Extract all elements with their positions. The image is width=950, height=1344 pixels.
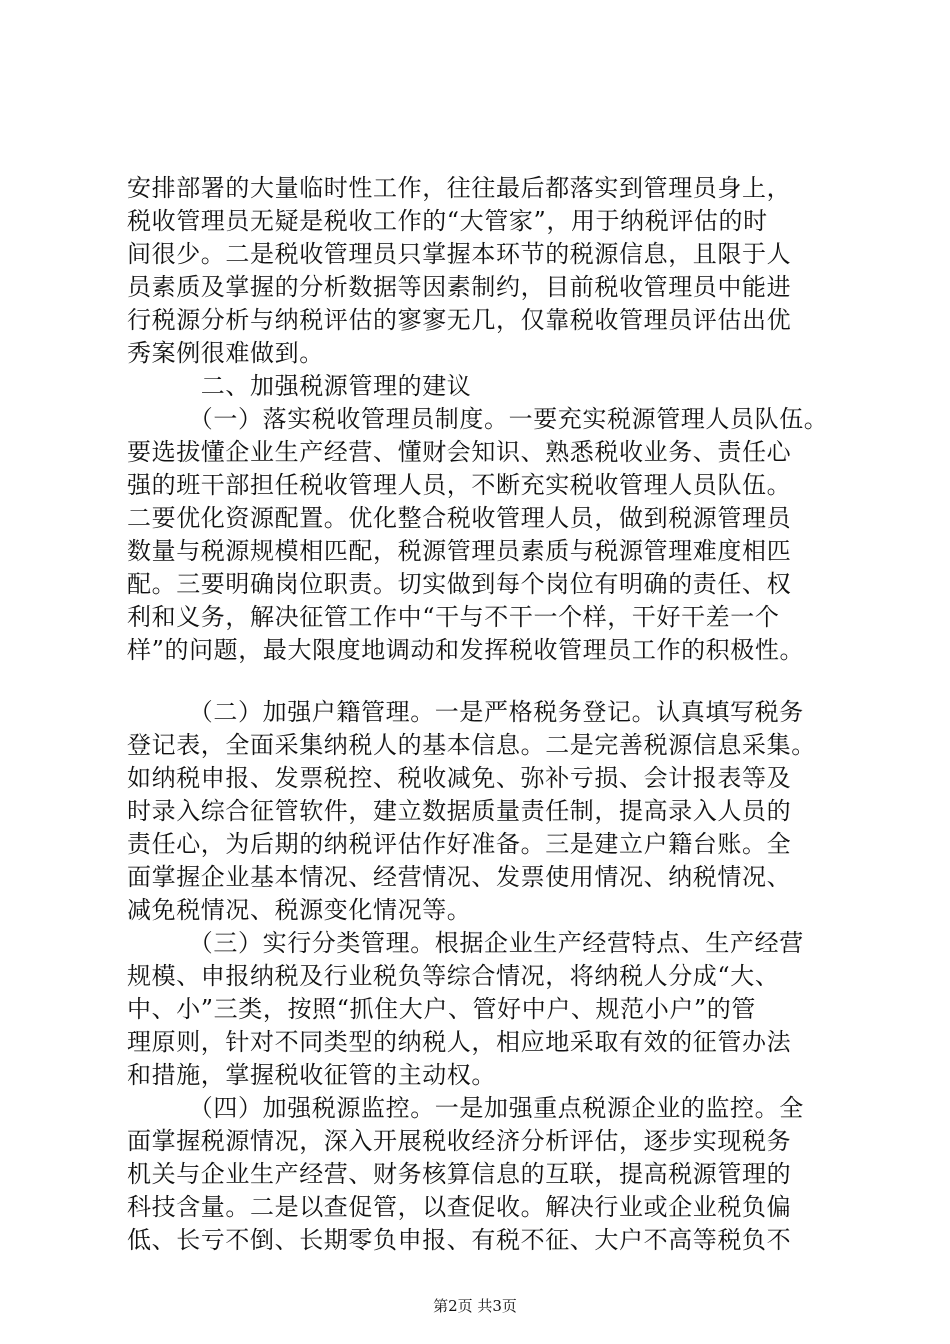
text-line: 税收管理员无疑是税收工作的“大管家”，用于纳税评估的时 <box>127 207 768 235</box>
text-line: 面掌握税源情况，深入开展税收经济分析评估，逐步实现税务 <box>127 1127 792 1155</box>
text-line: 登记表，全面采集纳税人的基本信息。二是完善税源信息采集。 <box>127 731 816 759</box>
text-line: 数量与税源规模相匹配，税源管理员素质与税源管理难度相匹 <box>127 537 792 565</box>
text-line: 样”的问题，最大限度地调动和发挥税收管理员工作的积极性。 <box>127 636 805 664</box>
text-line: 强的班干部担任税收管理人员，不断充实税收管理人员队伍。 <box>127 471 792 499</box>
text-line: 机关与企业生产经营、财务核算信息的互联，提高税源管理的 <box>127 1160 792 1188</box>
text-line: 规模、申报纳税及行业税负等综合情况，将纳税人分成“大、 <box>127 962 780 990</box>
text-line: 员素质及掌握的分析数据等因素制约，目前税收管理员中能进 <box>127 273 792 301</box>
text-line: 配。三要明确岗位职责。切实做到每个岗位有明确的责任、权 <box>127 570 792 598</box>
text-line: （二）加强户籍管理。一是严格税务登记。认真填写税务 <box>127 698 804 726</box>
paragraph-gap <box>127 667 827 696</box>
text-line: 间很少。二是税收管理员只掌握本环节的税源信息，且限于人 <box>127 240 792 268</box>
page-number-footer: 第2页 共3页 <box>433 1297 517 1315</box>
text-line: 和措施，掌握税收征管的主动权。 <box>127 1061 496 1089</box>
document-body <box>127 172 827 1257</box>
text-line: 时录入综合征管软件，建立数据质量责任制，提高录入人员的 <box>127 797 792 825</box>
text-line: 理原则，针对不同类型的纳税人，相应地采取有效的征管办法 <box>127 1028 792 1056</box>
text-line: 减免税情况、税源变化情况等。 <box>127 896 472 924</box>
text-line: 要选拔懂企业生产经营、懂财会知识、熟悉税收业务、责任心 <box>127 438 792 466</box>
text-line: 秀案例很难做到。 <box>127 339 324 367</box>
text-line: （一）落实税收管理员制度。一要充实税源管理人员队伍。 <box>127 405 829 433</box>
section-heading: 二、加强税源管理的建议 <box>127 372 472 400</box>
text-line: 面掌握企业基本情况、经营情况、发票使用情况、纳税情况、 <box>127 863 792 891</box>
text-line: 责任心，为后期的纳税评估作好准备。三是建立户籍台账。全 <box>127 830 792 858</box>
text-line: 利和义务，解决征管工作中“干与不干一个样，干好干差一个 <box>127 603 780 631</box>
text-line: 中、小”三类，按照“抓住大户、管好中户、规范小户”的管 <box>127 995 757 1023</box>
text-line: 二要优化资源配置。优化整合税收管理人员，做到税源管理员 <box>127 504 792 532</box>
text-line: 安排部署的大量临时性工作，往往最后都落实到管理员身上， <box>127 174 792 202</box>
text-line: 如纳税申报、发票税控、税收减免、弥补亏损、会计报表等及 <box>127 764 792 792</box>
text-line: 行税源分析与纳税评估的寥寥无几，仅靠税收管理员评估出优 <box>127 306 792 334</box>
text-line: 低、长亏不倒、长期零负申报、有税不征、大户不高等税负不 <box>127 1226 792 1254</box>
text-line: （四）加强税源监控。一是加强重点税源企业的监控。全 <box>127 1094 804 1122</box>
text-line: （三）实行分类管理。根据企业生产经营特点、生产经营 <box>127 929 804 957</box>
text-line: 科技含量。二是以查促管，以查促收。解决行业或企业税负偏 <box>127 1193 792 1221</box>
